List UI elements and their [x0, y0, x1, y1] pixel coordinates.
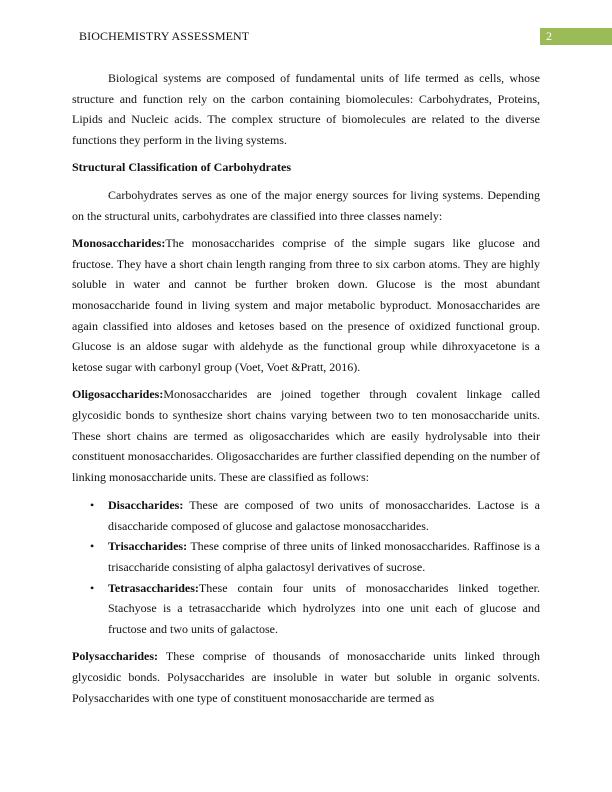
list-item-term: Trisaccharides:	[108, 539, 188, 554]
polysaccharides-term: Polysaccharides:	[72, 649, 158, 664]
oligosaccharide-types-list	[72, 495, 540, 639]
monosaccharides-term: Monosaccharides:	[72, 236, 166, 251]
oligosaccharides-term: Oligosaccharides:	[72, 387, 164, 402]
list-item-text: These contain four units of monosaccharides linked together. Stachyose is a tetrasaccharide which hydrolyzes into one unit each of glucose and fructose and two units of galactose.	[108, 580, 540, 636]
list-item	[90, 495, 540, 536]
monosaccharides-text: The monosaccharides comprise of the simple sugars like glucose and fructose. They have a short chain length ranging from three to six carbon atoms. They are highly soluble in water and cannot be further broken down. Glucose is the most abundant monosaccharide found in living system and major metabolic byproduct. Monosaccharides are again classified into aldoses and ketoses based on the presence of oxidized functional group. Glucose is an aldose sugar with aldehyde as the functional group while dihroxyacetone is a ketose sugar with carbonyl group (Voet, Voet &Pratt, 2016).	[72, 236, 540, 374]
list-item-term: Disaccharides:	[108, 498, 184, 513]
list-item-term: Tetrasaccharides:	[108, 580, 199, 595]
polysaccharides-text: These comprise of thousands of monosaccharide units linked through glycosidic bonds. Polysaccharides are insoluble in water but soluble in organic solvents. Polysaccharides with one type of constituent monosaccharide are termed as	[72, 649, 540, 705]
oligosaccharides-paragraph	[72, 384, 540, 487]
running-head: BIOCHEMISTRY ASSESSMENT	[79, 29, 250, 43]
list-item-text: These comprise of three units of linked monosaccharides. Raffinose is a trisaccharide consisting of alpha galactosyl derivatives of sucrose.	[108, 539, 540, 575]
list-item	[90, 578, 540, 640]
oligosaccharides-text: Monosaccharides are joined together through covalent linkage called glycosidic bonds to synthesize short chains varying between two to ten monosaccharide units. These short chains are termed as oligosaccharides which are easily hydrolysable into their constituent monosaccharides. Oligosaccharides are further classified depending on the number of linking monosaccharide units. These are classified as follows:	[72, 387, 540, 484]
list-item	[90, 536, 540, 577]
bullet-marker: •	[90, 498, 95, 513]
section-intro-paragraph: Carbohydrates serves as one of the major energy sources for living systems. Depending on the structural units, carbohydrates are classified into three classes namely:	[72, 187, 540, 223]
bullet-marker: •	[90, 580, 95, 595]
monosaccharides-paragraph	[72, 233, 540, 377]
list-item-text: These are composed of two units of monosaccharides. Lactose is a disaccharide composed of glucose and galactose monosaccharides.	[108, 498, 540, 533]
document-body	[72, 68, 540, 715]
section-heading: Structural Classification of Carbohydrates	[72, 160, 291, 175]
intro-paragraph: Biological systems are composed of fundamental units of life termed as cells, whose structure and function rely on the carbon containing biomolecules: Carbohydrates, Proteins, Lipids and Nucleic acids. The complex structure of biomolecules are related to the diverse functions they perform in the living systems.	[72, 71, 540, 147]
page-number: 2	[546, 29, 552, 43]
polysaccharides-paragraph	[72, 646, 540, 708]
bullet-marker: •	[90, 539, 95, 554]
